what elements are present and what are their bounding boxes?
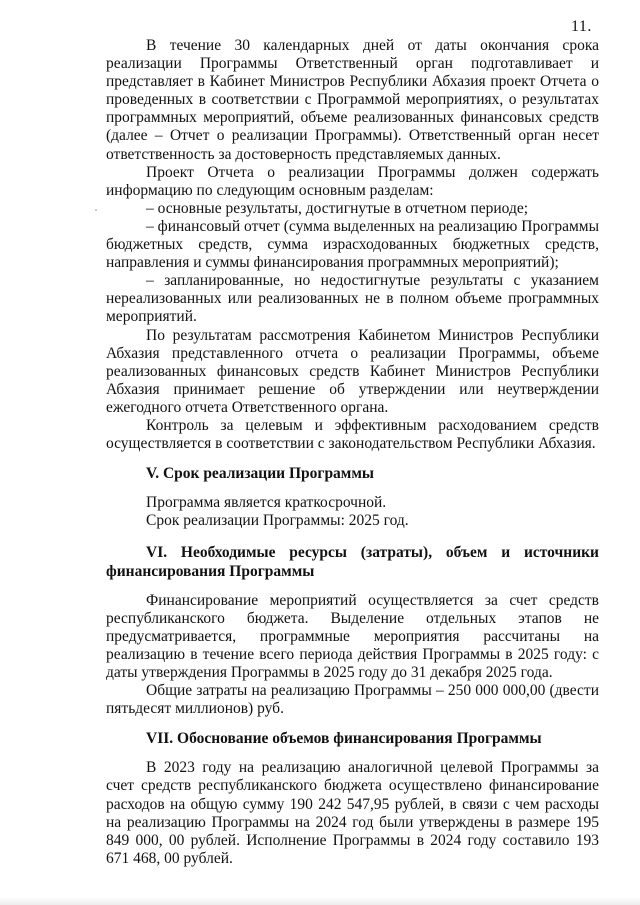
- paragraph-cabinet-decision: По результатам рассмотрения Кабинетом Министров Республики Абхазия представленного отчета о реализации Программы, объеме реализованных финансовых средств Кабинет Министров Республики Абхазия принимает решение об утверждении или неутверждении ежегодного отчета Ответственного органа.: [106, 326, 599, 416]
- paragraph-report-contents: Проект Отчета о реализации Программы должен содержать информацию по следующим основным разделам:: [106, 163, 599, 199]
- scan-speck: [95, 209, 97, 211]
- section-7-paragraph-justification: В 2023 году на реализацию аналогичной целевой Программы за счет средств республиканского бюджета осуществлено финансирование расходов на общую сумму 190 242 547,95 рублей, в связи с чем расходы на реализацию Программы на 2024 год были утверждены в размере 195 849 000, 00 рублей. Исполнение Программы в 2024 году составило 193 671 468, 00 рублей.: [106, 759, 599, 867]
- paragraph-report-deadline: В течение 30 календарных дней от даты окончания срока реализации Программы Ответственный орган подготавливает и представляет в Кабинет Министров Республики Абхазия проект Отчета о проведенных в соответствии с Программой мероприятиях, о результатах программных мероприятий, объеме реализованных финансовых средств (далее – Отчет о реализации Программы). Ответственный орган несет ответственность за достоверность представляемых данных.: [106, 37, 599, 163]
- section-6-paragraph-total-costs: Общие затраты на реализацию Программы – 250 000 000,00 (двести пятьдесят миллионов) руб.: [106, 682, 599, 718]
- section-5-line-term-type: Программа является краткосрочной.: [146, 494, 387, 512]
- section-6-paragraph-funding: Финансирование мероприятий осуществляется за счет средств республиканского бюджета. Выделение отдельных этапов не предусматривается, программные мероприятия рассчитаны на реализацию в течение всего периода действия Программы в 2025 году: с даты утверждения Программы в 2025 году до 31 декабря 2025 года.: [106, 591, 599, 681]
- page-number: 11.: [571, 18, 592, 35]
- section-7-heading: VII. Обоснование объемов финансирования Программы: [146, 730, 542, 748]
- list-item-financial-report: – финансовый отчет (сумма выделенных на реализацию Программы бюджетных средств, сумма израсходованных бюджетных средств, направления и суммы финансирования программных мероприятий);: [106, 217, 599, 272]
- section-5-heading: V. Срок реализации Программы: [146, 465, 375, 483]
- paragraph-control: Контроль за целевым и эффективным расходованием средств осуществляется в соответствии с законодательством Республики Абхазия.: [106, 416, 599, 453]
- list-item-unachieved-results: – запланированные, но недостигнутые результаты с указанием нереализованных или реализованных не в полном объеме программных мероприятий.: [106, 272, 599, 326]
- list-item-main-results: – основные результаты, достигнутые в отчетном периоде;: [146, 199, 529, 217]
- document-body: [106, 37, 599, 868]
- section-5-line-term-year: Срок реализации Программы: 2025 год.: [146, 512, 409, 530]
- scan-bottom-edge: [0, 897, 640, 905]
- section-6-heading: VI. Необходимые ресурсы (затраты), объем и источники финансирования Программы: [106, 544, 599, 580]
